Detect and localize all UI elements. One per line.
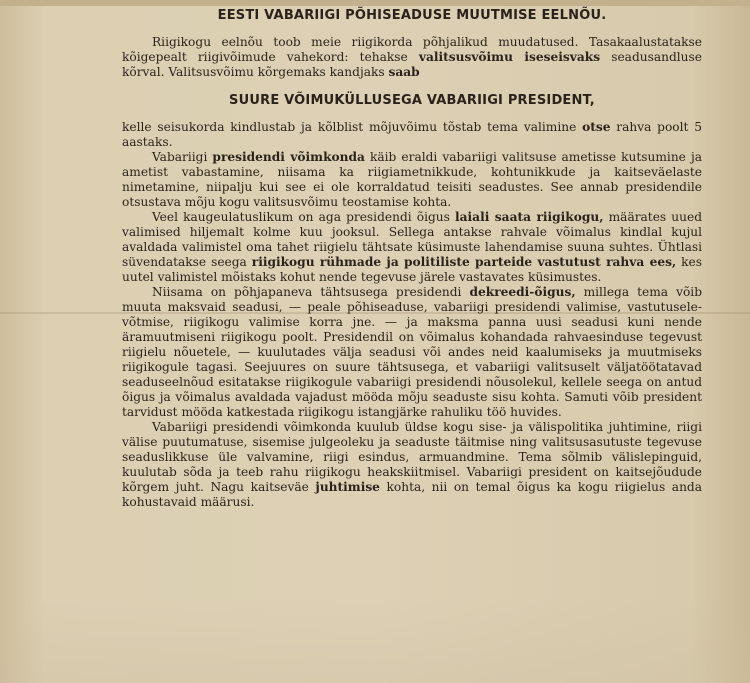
text-segment: käib eraldi vabariigi valitsuse ametisse kutsumine ja ametist vabastamine, niisama ka riigiametnikkude, kohtunikkude ja kaitseväelaste nimetamine, niipalju kui see ei ole korraldatud teisiti seadustes. See annab presidendile otsustava mõju kogu valitsusvõimu teostamise kohta. xyxy=(122,150,702,209)
bold-text-segment: saab xyxy=(388,65,420,79)
text-segment: Vabariigi xyxy=(152,150,213,164)
text-segment: seadusandluse kõrval. Valitsusvõimu kõrgemaks kandjaks xyxy=(122,50,702,79)
document-title: EESTI VABARIIGI PÕHISEADUSE MUUTMISE EELNÕU. xyxy=(217,8,607,23)
text-segment: kes uutel valimistel mõistaks kohut nende tegevuse järele vastavates küsimustes. xyxy=(122,255,702,284)
bold-text-segment: riigikogu rühmade ja politiliste parteide vastutust rahva ees, xyxy=(251,255,677,269)
text-segment: Riigikogu eelnõu toob meie riigikorda põhjalikud muudatused. Tasakaalustatakse kõigepealt riigivõimude vahekord: tehakse xyxy=(122,35,702,64)
text-segment: rahva poolt 5 aastaks. xyxy=(122,120,702,149)
text-segment: millega tema võib muuta maksvaid seadusi, — peale põhiseaduse, vabariigi presidendi valimise, vastutusele-võtmise, riigikogu valimise korra jne. — ja maksma panna uusi seadusi kuni nende äramuutmiseni riigikogu poolt. Presidendil on võimalus kohandada rahvaesinduse tegevust riigielu nõuetele, — kuulutades välja seadusi või andes neid kaalumiseks ja muutmiseks riigikogule tagasi. Seejuures on suure tähtsusega, et vabariigi valitsuselt väljatöötatavad seaduseelnõud esitatakse riigikogule vabariigi presidendi nõusolekul, kellele seega on antud õigus ja võimalus avaldada vajadust mööda mõju seaduste sisu kohta. Samuti võib president tarvidust mööda katkestada riigikogu istangjärke rahuliku töö huvides. xyxy=(122,285,702,419)
bold-text-segment: otse xyxy=(582,120,611,134)
bold-text-segment: valitsusvõimu iseseisvaks xyxy=(418,50,601,64)
text-segment: kohta, nii on temal õigus ka kogu riigielus anda kohustavaid määrusi. xyxy=(122,480,702,509)
paragraph-president-powers xyxy=(122,150,702,210)
bold-text-segment: dekreedi-õigus, xyxy=(469,285,576,299)
bold-text-segment: juhtimise xyxy=(315,480,380,494)
paragraph-election xyxy=(122,120,702,150)
bold-text-segment: laiali saata riigikogu, xyxy=(455,210,604,224)
text-segment: kelle seisukorda kindlustab ja kõlblist mõjuvõimu tõstab tema valimine xyxy=(122,120,583,134)
bold-text-segment: presidendi võimkonda xyxy=(212,150,365,164)
text-segment: määrates uued valimised hiljemalt kolme kuu jooksul. Sellega antakse rahvale võimalus kindlal kujul avaldada valimistel oma tahet riigielu tähtsate küsimuste lahendamise suuna suhtes. Ühtlasi süvendatakse seega xyxy=(122,210,702,269)
section-heading: SUURE VÕIMUKÜLLUSEGA VABARIIGI PRESIDENT, xyxy=(229,93,595,108)
paragraph-policy-powers xyxy=(122,420,702,510)
text-segment: Vabariigi presidendi võimkonda kuulub üldse kogu sise- ja välispolitika juhtimine, riigi välise puutumatuse, sisemise julgeoleku ja seaduste täitmise ning valitsusasutuste tegevuse seaduslikkuse üle valvamine, riigi esindus, armuandmine. Tema sõlmib välislepinguid, kuulutab sõda ja teeb rahu riigikogu heakskiitmisel. Vabariigi president on kaitsejõudude kõrgem juht. Nagu kaitseväe xyxy=(122,420,702,494)
document-body xyxy=(122,8,702,510)
paragraph-dissolution xyxy=(122,210,702,285)
paragraph-decree-right xyxy=(122,285,702,420)
text-segment: Veel kaugeulatuslikum on aga presidendi õigus xyxy=(152,210,456,224)
intro-paragraph xyxy=(122,35,702,80)
text-segment: Niisama on põhjapaneva tähtsusega presidendi xyxy=(152,285,470,299)
